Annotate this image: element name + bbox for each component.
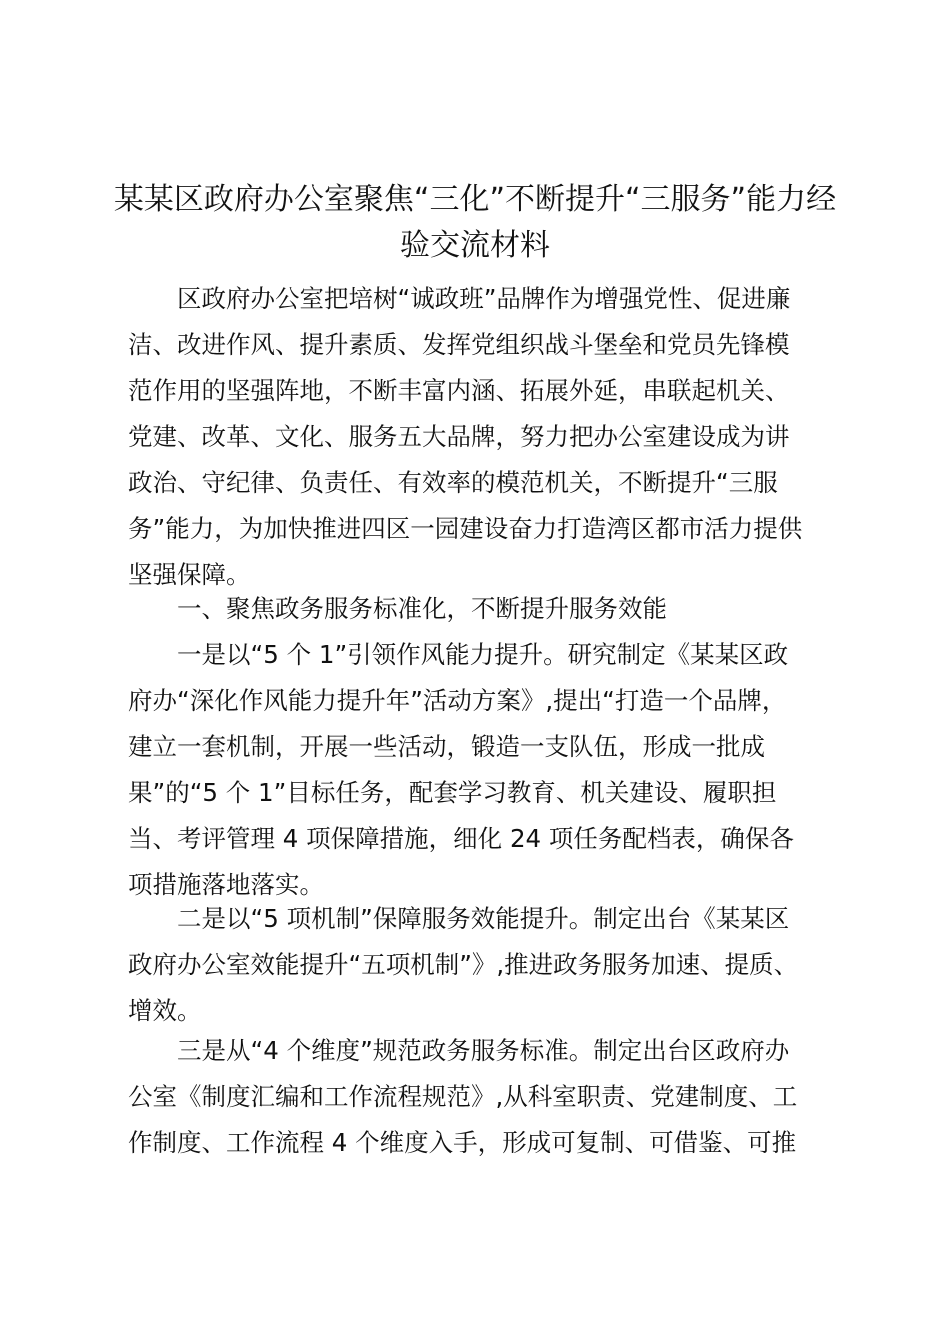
- title-line: 某某区政府办公室聚焦“三化”不断提升“三服务”能力经: [113, 182, 837, 217]
- paragraph-line: 府办“深化作风能力提升年”活动方案》,提出“打造一个品牌，: [128, 686, 787, 715]
- item-two-paragraph: [128, 896, 848, 1034]
- section-heading-text: 一、聚焦政务服务标准化，不断提升服务效能: [177, 594, 667, 623]
- paragraph-line: 公室《制度汇编和工作流程规范》,从科室职责、党建制度、工: [128, 1082, 798, 1111]
- paragraph-line: 当、考评管理 4 项保障措施，细化 24 项任务配档表，确保各: [128, 824, 794, 853]
- paragraph-line: 洁、改进作风、提升素质、发挥党组织战斗堡垒和党员先锋模: [128, 330, 790, 359]
- document-title: [100, 172, 850, 264]
- paragraph-line: 政府办公室效能提升“五项机制”》,推进政务服务加速、提质、: [128, 950, 799, 979]
- paragraph-line: 政治、守纪律、负责任、有效率的模范机关，不断提升“三服: [128, 468, 778, 497]
- paragraph-line: 党建、改革、文化、服务五大品牌，努力把办公室建设成为讲: [128, 422, 790, 451]
- paragraph-line: 项措施落地落实。: [128, 870, 324, 899]
- title-line: 验交流材料: [400, 228, 550, 263]
- paragraph-line: 区政府办公室把培树“诚政班”品牌作为增强党性、促进廉: [177, 284, 791, 313]
- paragraph-line: 作制度、工作流程 4 个维度入手，形成可复制、可借鉴、可推: [128, 1128, 797, 1157]
- paragraph-line: 建立一套机制，开展一些活动，锻造一支队伍，形成一批成: [128, 732, 765, 761]
- paragraph-line: 一是以“5 个 1”引领作风能力提升。研究制定《某某区政: [177, 640, 789, 669]
- paragraph-line: 二是以“5 项机制”保障服务效能提升。制定出台《某某区: [177, 904, 790, 933]
- paragraph-line: 务”能力，为加快推进四区一园建设奋力打造湾区都市活力提供: [128, 514, 803, 543]
- item-three-paragraph: [128, 1028, 848, 1166]
- paragraph-line: 三是从“4 个维度”规范政务服务标准。制定出台区政府办: [177, 1036, 790, 1065]
- intro-paragraph: [128, 276, 848, 598]
- section-heading: [128, 586, 848, 632]
- paragraph-line: 果”的“5 个 1”目标任务，配套学习教育、机关建设、履职担: [128, 778, 777, 807]
- paragraph-line: 范作用的坚强阵地，不断丰富内涵、拓展外延，串联起机关、: [128, 376, 790, 405]
- item-one-paragraph: [128, 632, 848, 908]
- paragraph-line: 增效。: [128, 996, 202, 1025]
- paragraph-line: 坚强保障。: [128, 560, 251, 589]
